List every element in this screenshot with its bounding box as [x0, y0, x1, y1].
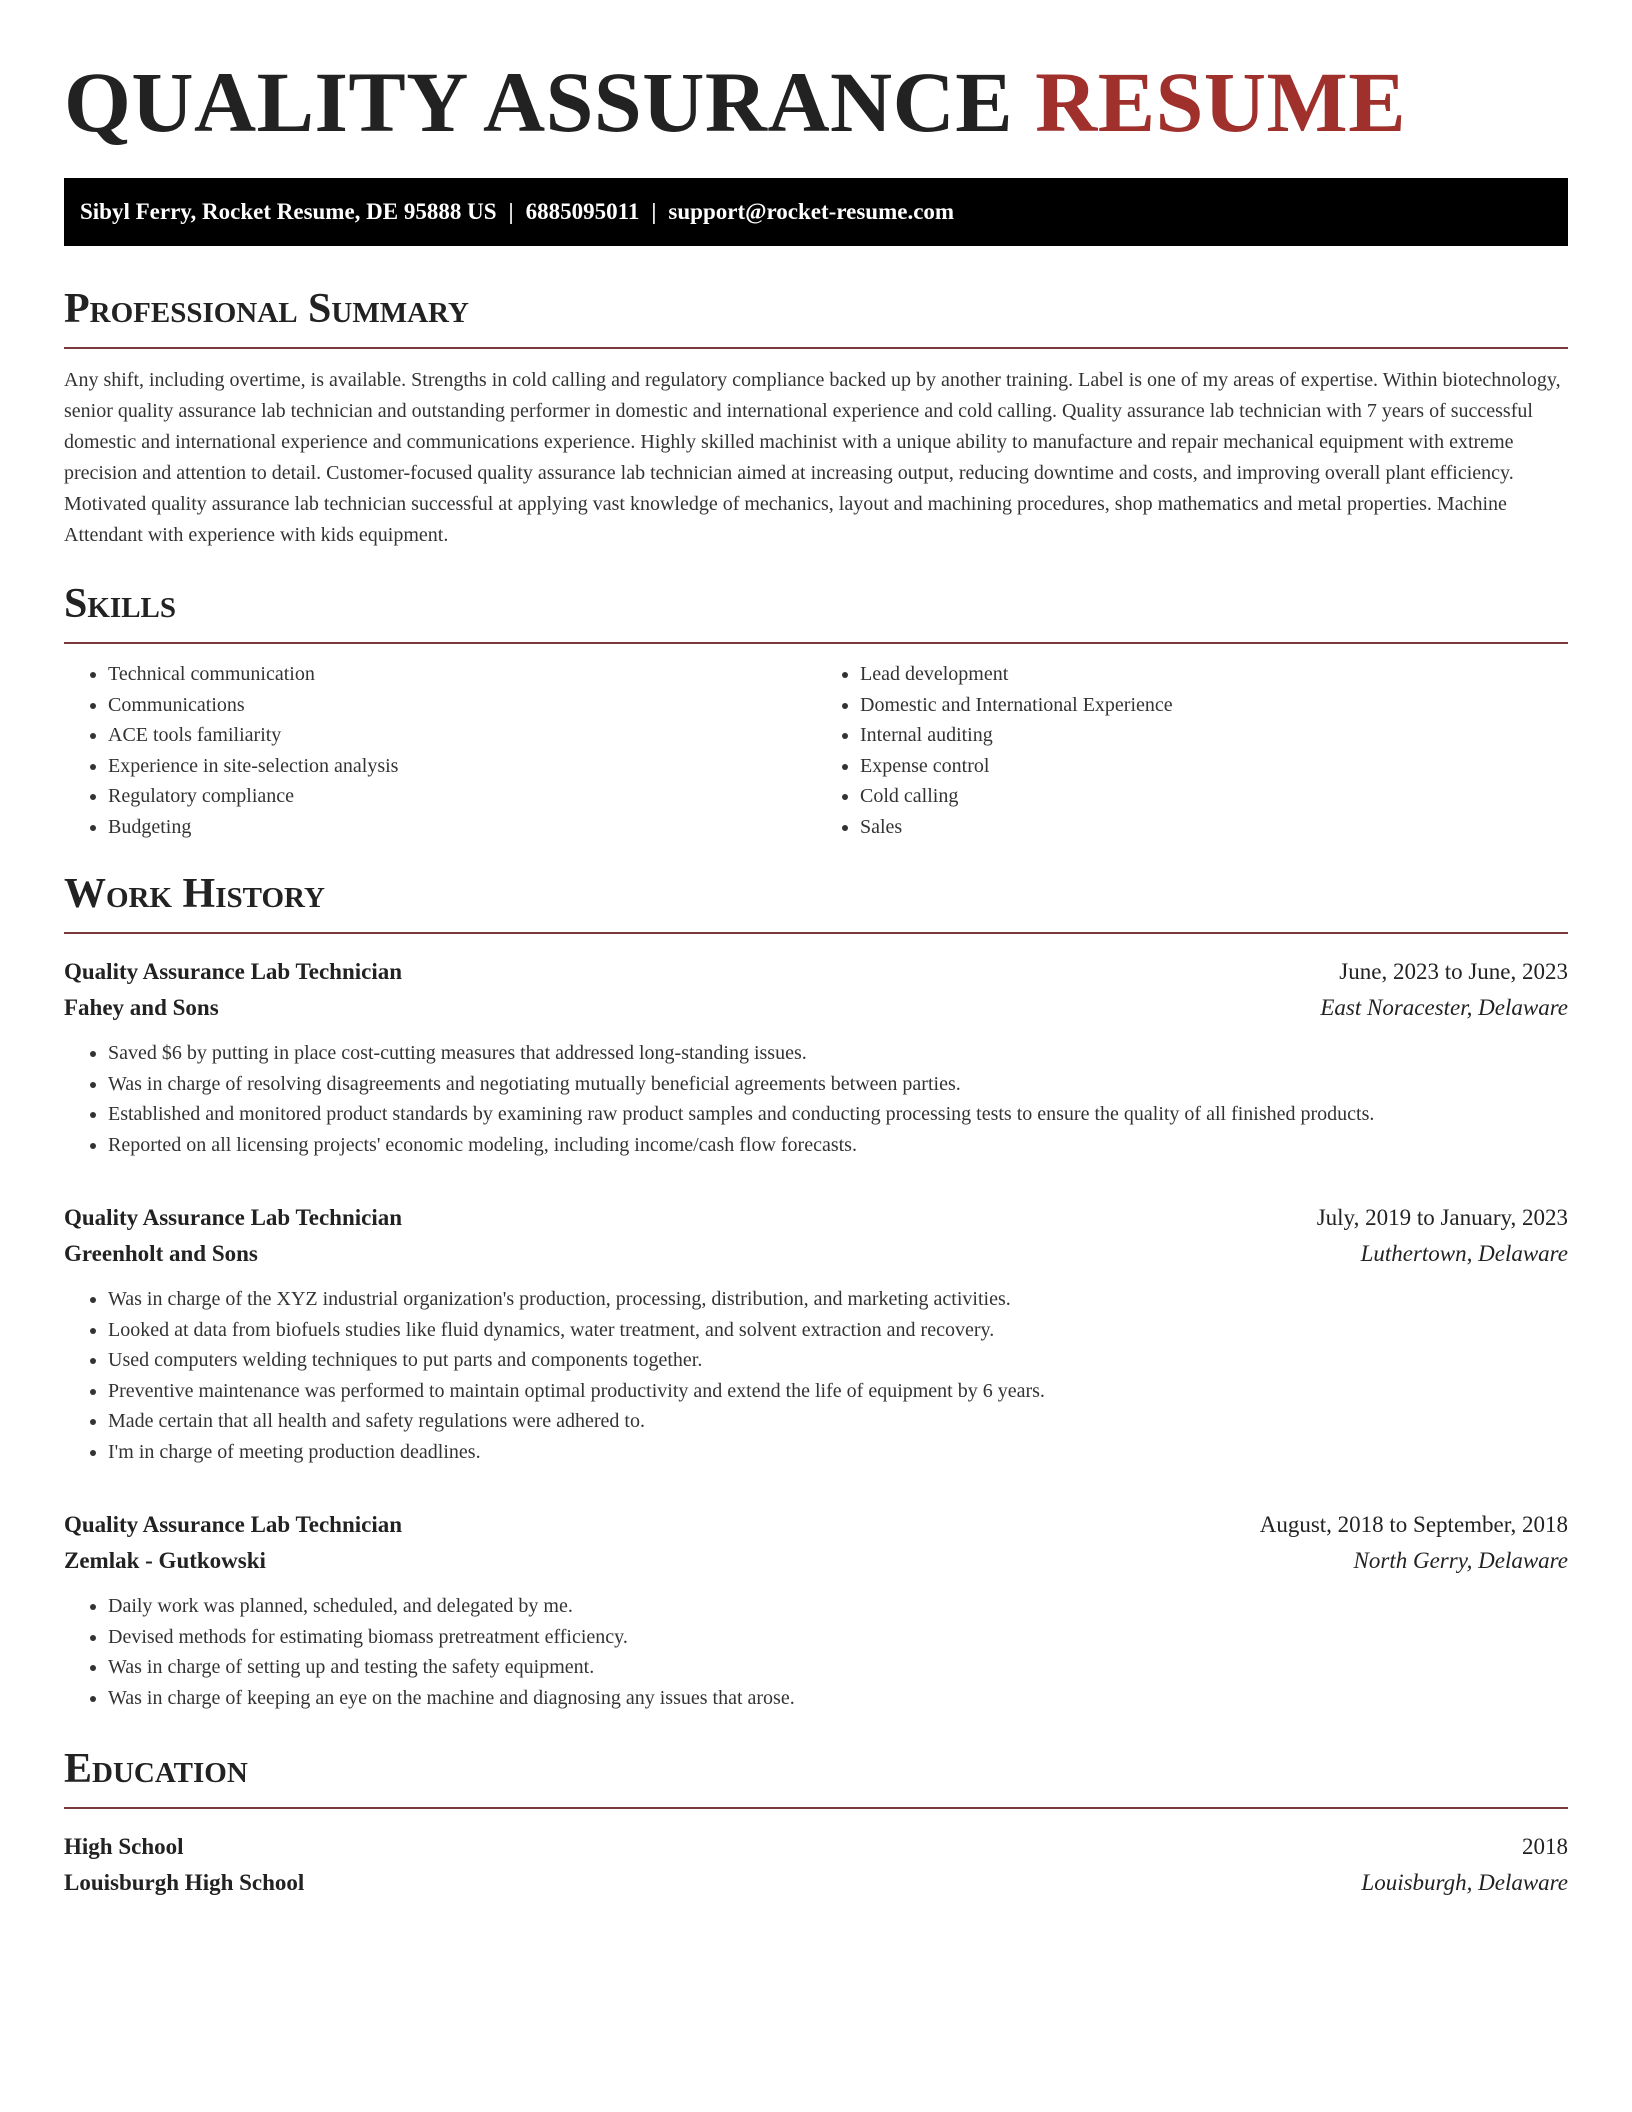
education-degree: High School	[64, 1834, 184, 1859]
title-main: QUALITY ASSURANCE	[64, 54, 1014, 150]
job-entry	[64, 1507, 1568, 1713]
skill-item: • Sales	[860, 812, 1568, 843]
skill-item: • Technical communication	[108, 659, 816, 690]
skills-grid	[64, 659, 1568, 842]
skill-item: • Budgeting	[108, 812, 816, 843]
job-dates: June, 2023 to June, 2023	[1339, 959, 1568, 984]
work-history-section	[64, 869, 1568, 1713]
job-bullet: • Was in charge of keeping an eye on the machine and diagnosing any issues that arose.	[108, 1683, 1568, 1714]
skill-item: • Communications	[108, 690, 816, 721]
job-entry	[64, 1200, 1568, 1467]
summary-text: Any shift, including overtime, is available. Strengths in cold calling and regulatory compliance backed up by another training. Label is one of my areas of expertise. Within biotechnology, senior quality assurance lab technician and outstanding performer in domestic and international experience and cold calling. Quality assurance lab technician with 7 years of successful domestic and international experience and communications experience. Highly skilled machinist with a unique ability to manufacture and repair mechanical equipment with extreme precision and attention to detail. Customer-focused quality assurance lab technician aimed at increasing output, reducing downtime and costs, and improving overall plant efficiency. Motivated quality assurance lab technician successful at applying vast knowledge of mechanics, layout and machining procedures, shop mathematics and metal properties. Machine Attendant with experience with kids equipment.	[64, 369, 1561, 546]
title-accent: RESUME	[1035, 54, 1407, 150]
skill-item: • Regulatory compliance	[108, 781, 816, 812]
job-bullet: • Was in charge of setting up and testing the safety equipment.	[108, 1652, 1568, 1683]
contact-separator: |	[508, 199, 514, 224]
contact-bar	[64, 178, 1568, 246]
job-bullet: • Saved $6 by putting in place cost-cutting measures that addressed long-standing issues.	[108, 1038, 1568, 1069]
skill-item: • Experience in site-selection analysis	[108, 751, 816, 782]
job-location: Luthertown, Delaware	[1360, 1241, 1568, 1266]
summary-section	[64, 284, 1568, 551]
skills-list-left	[64, 659, 816, 842]
job-bullet: • Preventive maintenance was performed to maintain optimal productivity and extend the life of equipment by 6 years.	[108, 1376, 1568, 1407]
job-title: Quality Assurance Lab Technician	[64, 1512, 403, 1537]
job-bullet: • Was in charge of resolving disagreements and negotiating mutually beneficial agreements between parties.	[108, 1069, 1568, 1100]
job-company-row	[64, 1236, 1568, 1272]
skill-item: • Lead development	[860, 659, 1568, 690]
education-location: Louisburgh, Delaware	[1361, 1870, 1568, 1895]
job-title: Quality Assurance Lab Technician	[64, 1205, 403, 1230]
job-bullet: • Was in charge of the XYZ industrial organization's production, processing, distribution, and marketing activities.	[108, 1284, 1568, 1315]
job-bullet: • Established and monitored product standards by examining raw product samples and conducting processing tests to ensure the quality of all finished products.	[108, 1099, 1568, 1130]
skills-list-right	[816, 659, 1568, 842]
job-header-row	[64, 1507, 1568, 1543]
education-section	[64, 1744, 1568, 1901]
job-header-row	[64, 1200, 1568, 1236]
summary-heading: Professional Summary	[64, 284, 1568, 349]
job-entry	[64, 954, 1568, 1160]
skills-section	[64, 579, 1568, 842]
skill-item: • Domestic and International Experience	[860, 690, 1568, 721]
job-dates: July, 2019 to January, 2023	[1316, 1205, 1568, 1230]
work-history-heading: Work History	[64, 869, 1568, 934]
job-bullets	[64, 1038, 1568, 1160]
job-company-row	[64, 990, 1568, 1026]
contact-phone: 6885095011	[525, 199, 640, 224]
skill-item: • Cold calling	[860, 781, 1568, 812]
job-company: Fahey and Sons	[64, 995, 219, 1020]
skills-heading: Skills	[64, 579, 1568, 644]
education-entry	[64, 1829, 1568, 1901]
job-bullet: • Used computers welding techniques to put parts and components together.	[108, 1345, 1568, 1376]
job-bullets	[64, 1284, 1568, 1467]
job-header-row	[64, 954, 1568, 990]
job-company: Zemlak - Gutkowski	[64, 1548, 266, 1573]
job-dates: August, 2018 to September, 2018	[1259, 1512, 1568, 1537]
job-location: North Gerry, Delaware	[1353, 1548, 1568, 1573]
skill-item: • Expense control	[860, 751, 1568, 782]
education-school: Louisburgh High School	[64, 1870, 305, 1895]
job-company: Greenholt and Sons	[64, 1241, 258, 1266]
job-bullet: • I'm in charge of meeting production deadlines.	[108, 1437, 1568, 1468]
job-location: East Noracester, Delaware	[1320, 995, 1568, 1020]
job-bullet: • Looked at data from biofuels studies like fluid dynamics, water treatment, and solvent extraction and recovery.	[108, 1315, 1568, 1346]
resume-title	[64, 52, 1568, 152]
job-bullets	[64, 1591, 1568, 1713]
job-title: Quality Assurance Lab Technician	[64, 959, 403, 984]
contact-address: Sibyl Ferry, Rocket Resume, DE 95888 US	[80, 199, 497, 224]
job-company-row	[64, 1543, 1568, 1579]
contact-email: support@rocket-resume.com	[668, 199, 955, 224]
education-year: 2018	[1522, 1834, 1568, 1859]
job-bullet: • Daily work was planned, scheduled, and delegated by me.	[108, 1591, 1568, 1622]
job-bullet: • Made certain that all health and safety regulations were adhered to.	[108, 1406, 1568, 1437]
education-school-row	[64, 1865, 1568, 1901]
skill-item: • Internal auditing	[860, 720, 1568, 751]
contact-separator: |	[651, 199, 657, 224]
skill-item: • ACE tools familiarity	[108, 720, 816, 751]
education-degree-row	[64, 1829, 1568, 1865]
job-bullet: • Reported on all licensing projects' economic modeling, including income/cash flow forecasts.	[108, 1130, 1568, 1161]
job-bullet: • Devised methods for estimating biomass pretreatment efficiency.	[108, 1622, 1568, 1653]
education-heading: Education	[64, 1744, 1568, 1809]
